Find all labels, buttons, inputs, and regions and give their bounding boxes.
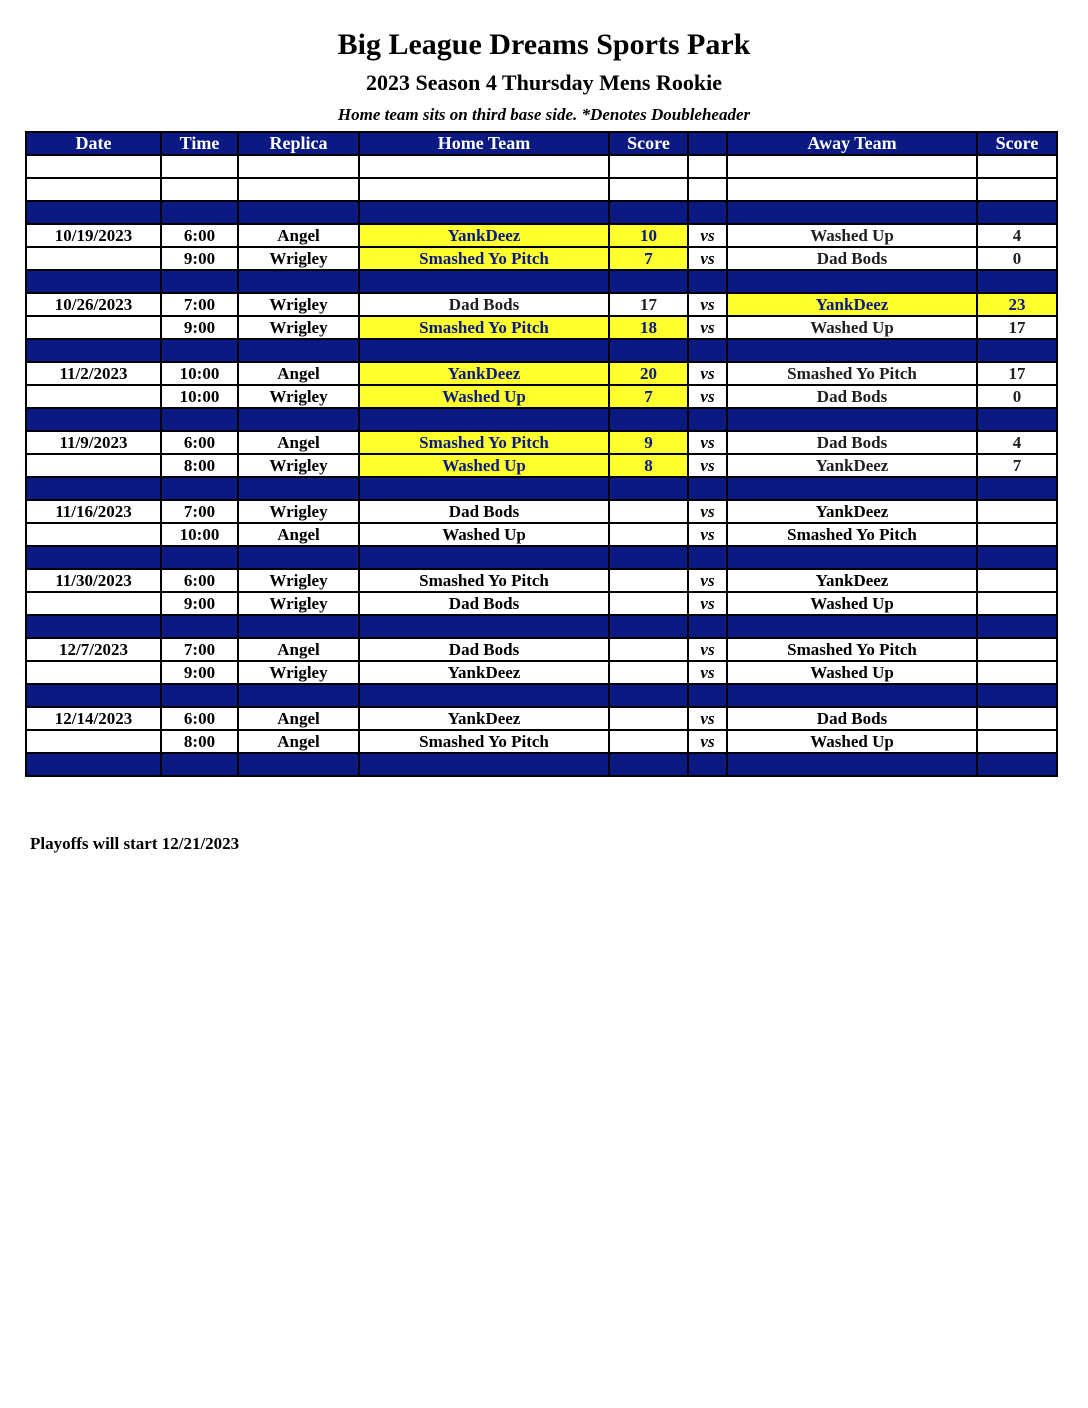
home-team: Dad Bods <box>359 592 609 615</box>
away-team: Dad Bods <box>727 385 977 408</box>
home-score: 10 <box>609 224 688 247</box>
game-replica: Angel <box>238 362 359 385</box>
separator-row <box>26 546 1057 569</box>
game-time: 9:00 <box>161 247 238 270</box>
home-score: 8 <box>609 454 688 477</box>
away-team: Dad Bods <box>727 247 977 270</box>
away-score: 4 <box>977 431 1057 454</box>
game-time: 6:00 <box>161 707 238 730</box>
blank-row <box>26 155 1057 178</box>
game-row <box>26 592 1057 615</box>
home-team: Dad Bods <box>359 638 609 661</box>
game-row <box>26 362 1057 385</box>
home-score <box>609 730 688 753</box>
home-score <box>609 638 688 661</box>
game-row <box>26 523 1057 546</box>
home-team: Dad Bods <box>359 500 609 523</box>
home-score: 7 <box>609 247 688 270</box>
vs-label: vs <box>688 707 727 730</box>
home-score: 20 <box>609 362 688 385</box>
home-team: YankDeez <box>359 224 609 247</box>
home-score: 18 <box>609 316 688 339</box>
away-team: YankDeez <box>727 293 977 316</box>
col-header-away-score: Score <box>977 132 1057 155</box>
game-replica: Angel <box>238 224 359 247</box>
game-time: 8:00 <box>161 454 238 477</box>
game-date: 12/14/2023 <box>26 707 161 730</box>
game-time: 9:00 <box>161 316 238 339</box>
home-team: Washed Up <box>359 454 609 477</box>
away-team: Washed Up <box>727 316 977 339</box>
away-score <box>977 592 1057 615</box>
home-team: Smashed Yo Pitch <box>359 730 609 753</box>
vs-label: vs <box>688 523 727 546</box>
game-replica: Angel <box>238 638 359 661</box>
vs-label: vs <box>688 569 727 592</box>
game-time: 7:00 <box>161 638 238 661</box>
game-date <box>26 247 161 270</box>
game-row <box>26 247 1057 270</box>
game-time: 6:00 <box>161 569 238 592</box>
game-row <box>26 454 1057 477</box>
game-time: 10:00 <box>161 523 238 546</box>
away-score: 0 <box>977 247 1057 270</box>
game-replica: Wrigley <box>238 500 359 523</box>
home-team: Washed Up <box>359 385 609 408</box>
away-team: Dad Bods <box>727 431 977 454</box>
away-team: YankDeez <box>727 500 977 523</box>
game-time: 7:00 <box>161 293 238 316</box>
home-team: YankDeez <box>359 661 609 684</box>
game-date <box>26 454 161 477</box>
vs-label: vs <box>688 454 727 477</box>
vs-label: vs <box>688 592 727 615</box>
game-time: 10:00 <box>161 362 238 385</box>
col-header-away-team: Away Team <box>727 132 977 155</box>
vs-label: vs <box>688 500 727 523</box>
game-time: 7:00 <box>161 500 238 523</box>
away-score: 4 <box>977 224 1057 247</box>
game-row <box>26 661 1057 684</box>
game-row <box>26 569 1057 592</box>
blank-row <box>26 178 1057 201</box>
col-header-time: Time <box>161 132 238 155</box>
home-score: 9 <box>609 431 688 454</box>
game-date: 11/9/2023 <box>26 431 161 454</box>
col-header-replica: Replica <box>238 132 359 155</box>
game-row <box>26 500 1057 523</box>
away-score <box>977 661 1057 684</box>
separator-row <box>26 753 1057 776</box>
away-score <box>977 730 1057 753</box>
away-score: 0 <box>977 385 1057 408</box>
game-replica: Wrigley <box>238 592 359 615</box>
home-score <box>609 523 688 546</box>
separator-row <box>26 201 1057 224</box>
game-date: 11/16/2023 <box>26 500 161 523</box>
home-score <box>609 707 688 730</box>
away-team: YankDeez <box>727 569 977 592</box>
game-replica: Wrigley <box>238 385 359 408</box>
away-team: Dad Bods <box>727 707 977 730</box>
game-date <box>26 661 161 684</box>
game-replica: Angel <box>238 730 359 753</box>
schedule-table <box>25 131 1058 777</box>
game-time: 6:00 <box>161 224 238 247</box>
game-time: 6:00 <box>161 431 238 454</box>
vs-label: vs <box>688 224 727 247</box>
home-team: Smashed Yo Pitch <box>359 247 609 270</box>
game-row <box>26 638 1057 661</box>
game-row <box>26 385 1057 408</box>
game-date <box>26 523 161 546</box>
home-score <box>609 500 688 523</box>
game-replica: Angel <box>238 523 359 546</box>
vs-label: vs <box>688 247 727 270</box>
vs-label: vs <box>688 362 727 385</box>
away-team: Washed Up <box>727 592 977 615</box>
game-date: 11/30/2023 <box>26 569 161 592</box>
separator-row <box>26 684 1057 707</box>
home-score: 7 <box>609 385 688 408</box>
away-score: 7 <box>977 454 1057 477</box>
game-row <box>26 431 1057 454</box>
game-time: 9:00 <box>161 592 238 615</box>
game-date <box>26 592 161 615</box>
vs-label: vs <box>688 293 727 316</box>
schedule-body <box>26 155 1057 776</box>
col-header-vs <box>688 132 727 155</box>
home-team: Dad Bods <box>359 293 609 316</box>
home-score: 17 <box>609 293 688 316</box>
game-replica: Angel <box>238 431 359 454</box>
col-header-home-team: Home Team <box>359 132 609 155</box>
vs-label: vs <box>688 316 727 339</box>
home-team: Smashed Yo Pitch <box>359 569 609 592</box>
game-replica: Wrigley <box>238 316 359 339</box>
separator-row <box>26 477 1057 500</box>
away-team: Washed Up <box>727 224 977 247</box>
away-score <box>977 707 1057 730</box>
page-title: Big League Dreams Sports Park <box>337 28 751 61</box>
game-time: 9:00 <box>161 661 238 684</box>
away-team: Smashed Yo Pitch <box>727 523 977 546</box>
game-row <box>26 224 1057 247</box>
game-date: 10/19/2023 <box>26 224 161 247</box>
home-score <box>609 661 688 684</box>
away-score <box>977 523 1057 546</box>
separator-row <box>26 615 1057 638</box>
home-team: YankDeez <box>359 707 609 730</box>
vs-label: vs <box>688 638 727 661</box>
away-team: Washed Up <box>727 661 977 684</box>
header-row <box>26 132 1057 155</box>
home-team: Washed Up <box>359 523 609 546</box>
game-date <box>26 385 161 408</box>
separator-row <box>26 270 1057 293</box>
away-score: 17 <box>977 316 1057 339</box>
season-subtitle: 2023 Season 4 Thursday Mens Rookie <box>366 70 722 95</box>
game-date: 12/7/2023 <box>26 638 161 661</box>
schedule-note: Home team sits on third base side. *Denotes Doubleheader <box>337 105 751 124</box>
away-score <box>977 638 1057 661</box>
game-date <box>26 316 161 339</box>
game-row <box>26 730 1057 753</box>
away-team: Washed Up <box>727 730 977 753</box>
game-replica: Wrigley <box>238 661 359 684</box>
game-time: 8:00 <box>161 730 238 753</box>
away-score: 17 <box>977 362 1057 385</box>
game-date: 10/26/2023 <box>26 293 161 316</box>
home-team: Smashed Yo Pitch <box>359 431 609 454</box>
game-row <box>26 707 1057 730</box>
home-score <box>609 569 688 592</box>
away-team: YankDeez <box>727 454 977 477</box>
home-score <box>609 592 688 615</box>
game-replica: Wrigley <box>238 293 359 316</box>
col-header-home-score: Score <box>609 132 688 155</box>
game-time: 10:00 <box>161 385 238 408</box>
vs-label: vs <box>688 385 727 408</box>
game-row <box>26 316 1057 339</box>
vs-label: vs <box>688 431 727 454</box>
separator-row <box>26 339 1057 362</box>
away-team: Smashed Yo Pitch <box>727 638 977 661</box>
separator-row <box>26 408 1057 431</box>
game-replica: Wrigley <box>238 569 359 592</box>
home-team: Smashed Yo Pitch <box>359 316 609 339</box>
away-score <box>977 500 1057 523</box>
game-date: 11/2/2023 <box>26 362 161 385</box>
game-replica: Angel <box>238 707 359 730</box>
vs-label: vs <box>688 730 727 753</box>
playoffs-note: Playoffs will start 12/21/2023 <box>30 834 240 853</box>
away-score: 23 <box>977 293 1057 316</box>
vs-label: vs <box>688 661 727 684</box>
game-replica: Wrigley <box>238 247 359 270</box>
game-row <box>26 293 1057 316</box>
game-replica: Wrigley <box>238 454 359 477</box>
home-team: YankDeez <box>359 362 609 385</box>
col-header-date: Date <box>26 132 161 155</box>
away-score <box>977 569 1057 592</box>
away-team: Smashed Yo Pitch <box>727 362 977 385</box>
game-date <box>26 730 161 753</box>
